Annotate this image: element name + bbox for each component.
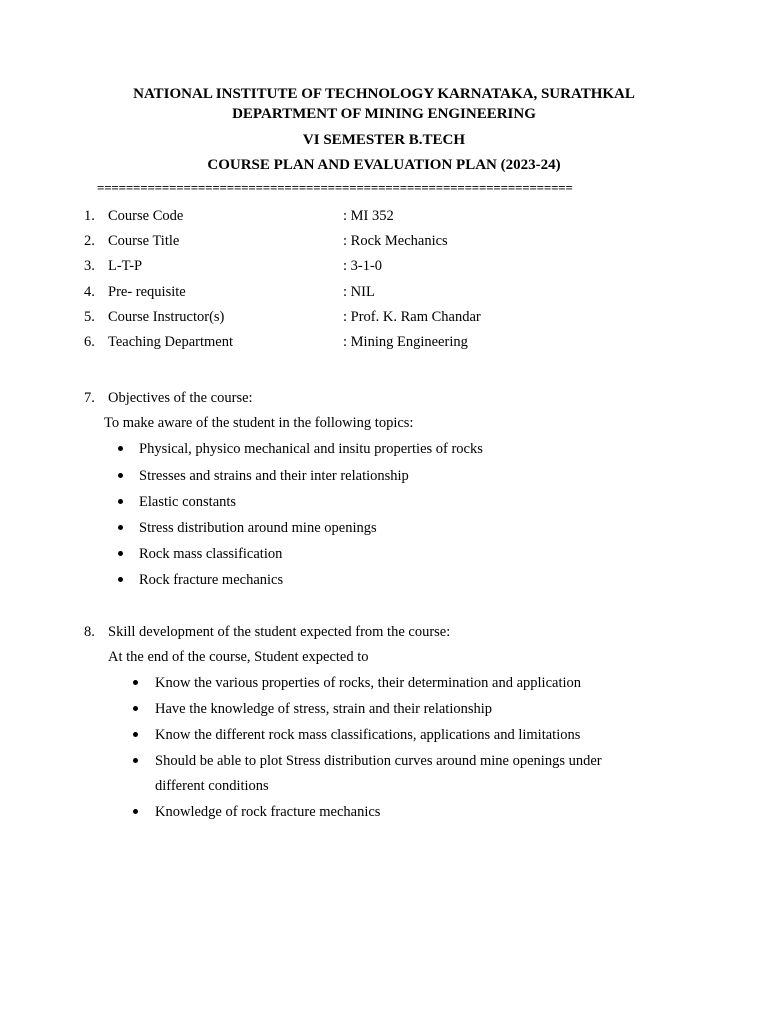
item-number: 7. [84,390,95,406]
detail-value: : MI 352 [343,208,394,224]
item-number: 6. [84,334,95,350]
objectives-intro: To make aware of the student in the following topics: [104,415,414,431]
item-number: 3. [84,258,95,274]
item-number: 2. [84,233,95,249]
bullet-icon [118,577,123,582]
bullet-icon [133,758,138,763]
detail-label: Course Code [108,208,184,224]
detail-label: Course Instructor(s) [108,309,225,325]
list-item: Rock fracture mechanics [139,572,284,588]
bullet-icon [133,680,138,685]
detail-label: Teaching Department [108,334,233,350]
institute-name: NATIONAL INSTITUTE OF TECHNOLOGY KARNATAKA, SURATHKAL [133,86,635,102]
list-item: Physical, physico mechanical and insitu properties of rocks [139,441,483,457]
item-number: 8. [84,624,95,640]
list-item: Know the various properties of rocks, their determination and application [155,675,582,691]
list-item: Stress distribution around mine openings [139,520,377,536]
objectives-heading: Objectives of the course: [108,390,253,406]
list-item: Rock mass classification [139,546,283,562]
list-item: Knowledge of rock fracture mechanics [155,804,381,820]
plan-title: COURSE PLAN AND EVALUATION PLAN (2023-24) [207,157,561,173]
list-item: Elastic constants [139,494,237,510]
item-number: 4. [84,284,95,300]
bullet-icon [118,499,123,504]
bullet-icon [133,809,138,814]
list-item: Have the knowledge of stress, strain and their relationship [155,701,493,717]
bullet-icon [118,473,123,478]
list-item: Know the different rock mass classifications, applications and limitations [155,727,581,743]
detail-value: : Prof. K. Ram Chandar [343,309,481,325]
list-item: Should be able to plot Stress distribution curves around mine openings under [155,753,602,769]
skills-intro: At the end of the course, Student expected to [108,649,369,665]
detail-value: : Rock Mechanics [343,233,448,249]
item-number: 5. [84,309,95,325]
list-item: Stresses and strains and their inter relationship [139,468,409,484]
bullet-icon [118,551,123,556]
detail-label: Course Title [108,233,180,249]
detail-value: : Mining Engineering [343,334,468,350]
detail-label: L-T-P [108,258,143,274]
detail-label: Pre- requisite [108,284,186,300]
item-number: 1. [84,208,95,224]
bullet-icon [133,706,138,711]
detail-value: : 3-1-0 [343,258,383,274]
skills-heading: Skill development of the student expected from the course: [108,624,451,640]
department-name: DEPARTMENT OF MINING ENGINEERING [232,106,536,122]
bullet-icon [118,446,123,451]
semester-title: VI SEMESTER B.TECH [302,132,466,148]
bullet-icon [133,732,138,737]
list-item-continuation: different conditions [155,778,269,794]
separator-line: ================================================================== [97,180,573,195]
bullet-icon [118,525,123,530]
detail-value: : NIL [343,284,375,300]
